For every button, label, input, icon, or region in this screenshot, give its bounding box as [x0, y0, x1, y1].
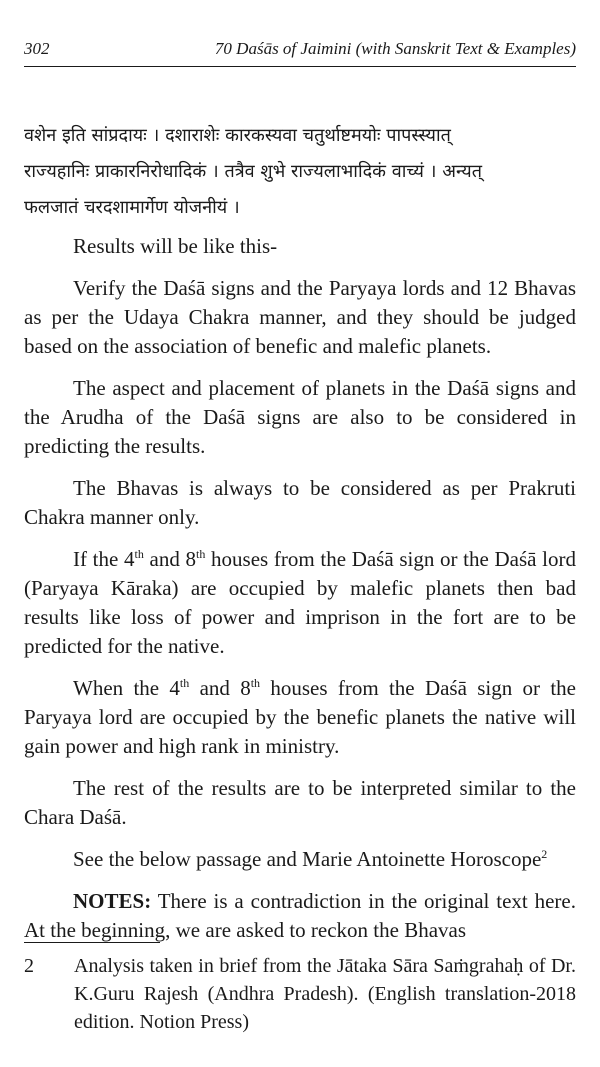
ordinal-suffix: th [196, 547, 206, 561]
ordinal-suffix: th [250, 676, 261, 690]
text-run: When the 4 [73, 676, 180, 700]
notes-label: NOTES: [73, 889, 152, 913]
running-title: 70 Daśās of Jaimini (with Sanskrit Text & Examples) [214, 39, 576, 58]
paragraph-see-passage [24, 845, 576, 874]
paragraph-malefic [24, 545, 576, 661]
footnote [24, 952, 576, 1036]
page-body [24, 118, 576, 958]
footnote-number: 2 [24, 955, 34, 977]
text-run: and 8 [189, 676, 251, 700]
paragraph-benefic [24, 674, 576, 761]
ordinal-suffix: th [179, 676, 190, 690]
ordinal-suffix: th [134, 547, 144, 561]
paragraph-results-intro: Results will be like this- [73, 234, 278, 258]
paragraph-verify-dasa: Verify the Daśā signs and the Paryaya lords and 12 Bhavas as per the Udaya Chakra manner, and they should be judged based on the association of benefic and malefic planets. [24, 276, 576, 358]
footnote-text: Analysis taken in brief from the Jātaka Sāra Saṁgrahaḥ of Dr. K.Guru Rajesh (Andhra Pradesh). (English translation-2018 edition. Notion Press) [74, 955, 576, 1033]
paragraph-bhavas: The Bhavas is always to be considered as per Prakruti Chakra manner only. [24, 476, 576, 529]
header-rule [24, 66, 576, 67]
text-run: If the 4 [73, 547, 135, 571]
sanskrit-line: राज्यहानिः प्राकारनिरोधादिकं । तत्रैव शुभे राज्यलाभादिकं वाच्यं । अन्यत् [24, 161, 482, 182]
text-run: and 8 [143, 547, 197, 571]
sanskrit-line: फलजातं चरदशामार्गेण योजनीयं । [24, 197, 240, 218]
page-header [24, 38, 576, 60]
text-run: houses from the Daśā sign or the Daśā lord (Paryaya Kāraka) are occupied by malefic planets then bad results like loss of power and imprison in the fort are to be predicted for the native. [24, 547, 576, 658]
paragraph-rest-results: The rest of the results are to be interpreted similar to the Chara Daśā. [24, 776, 576, 829]
page-number: 302 [24, 39, 50, 58]
text-run: houses from the Daśā sign or the Paryaya lord are occupied by the benefic planets the native will gain power and high rank in ministry. [24, 676, 577, 758]
sanskrit-line: वशेन इति सांप्रदायः । दशाराशेः कारकस्यवा चतुर्थाष्टमयोः पापस्स्यात् [24, 125, 451, 146]
footnote-rule [24, 942, 160, 943]
footnote-reference: 2 [541, 847, 548, 861]
text-run: See the below passage and Marie Antoinette Horoscope [73, 847, 542, 871]
paragraph-notes [24, 887, 576, 945]
text-run: There is a contradiction in the original text here. At the beginning, we are asked to reckon the Bhavas [24, 889, 576, 942]
paragraph-aspect-placement: The aspect and placement of planets in the Daśā signs and the Arudha of the Daśā signs are also to be considered in predicting the results. [24, 376, 576, 458]
sanskrit-passage [24, 118, 576, 226]
